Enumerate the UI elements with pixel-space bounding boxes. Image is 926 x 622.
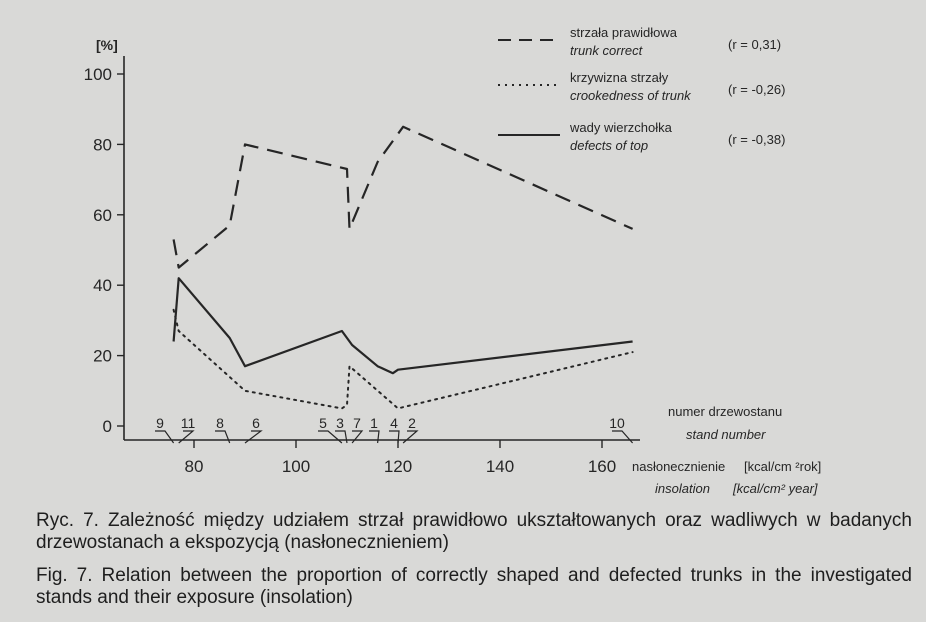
legend-label-en: crookedness of trunk: [570, 88, 691, 103]
x-axis-unit-en: [kcal/cm² year]: [733, 481, 818, 496]
x-axis-label-pl: nasłonecznienie: [632, 459, 726, 474]
stand-number-label: 5: [319, 415, 327, 431]
legend-label-pl: strzała prawidłowa: [570, 25, 677, 40]
legend-label-en: defects of top: [570, 138, 649, 153]
legend-correlation: (r = 0,31): [728, 37, 782, 52]
y-tick-label: 40: [93, 276, 112, 296]
stand-axis-label-pl: numer drzewostanu: [668, 404, 783, 419]
y-tick-label: 60: [93, 205, 112, 225]
legend-label-pl: wady wierzchołka: [570, 120, 672, 135]
stand-axis-label-en: stand number: [686, 427, 766, 442]
stand-number-label: 7: [353, 415, 361, 431]
y-axis-label: [%]: [96, 37, 118, 53]
stand-marker: [318, 431, 342, 443]
x-axis-label-en: insolation: [655, 481, 710, 496]
x-tick-label: 140: [485, 457, 515, 476]
stand-number-label: 11: [180, 415, 196, 431]
stand-number-label: 2: [408, 415, 416, 431]
x-tick-label: 160: [587, 457, 617, 476]
y-tick-label: 80: [93, 135, 112, 155]
stand-marker: [612, 431, 633, 443]
legend-label-pl: krzywizna strzały: [570, 70, 669, 85]
series-line-trunk-correct: [174, 127, 633, 268]
x-tick-label: 80: [184, 457, 204, 476]
y-tick-label: 0: [102, 417, 112, 436]
stand-marker: [215, 431, 230, 443]
y-tick-label: 100: [83, 65, 112, 84]
stand-number-label: 9: [156, 415, 164, 431]
figure-caption-english: Fig. 7. Relation between the proportion of correctly shaped and defected trunks in the investigated stands and their exposure (insolation): [36, 565, 912, 608]
stand-number-label: 6: [252, 415, 260, 431]
y-tick-label: 20: [93, 346, 112, 366]
stand-marker: [369, 431, 379, 443]
stand-number-label: 1: [370, 415, 378, 431]
figure-caption-polish: Ryc. 7. Zależność między udziałem strzał prawidłowo ukształtowanych oraz wadliwych w badanych drzewostanach a ekspozycją (nasłonecznieniem): [36, 510, 912, 553]
stand-number-label: 8: [216, 415, 224, 431]
stand-number-label: 3: [336, 415, 344, 431]
legend-correlation: (r = -0,38): [728, 132, 786, 147]
stand-marker: [179, 431, 193, 443]
stand-number-label: 4: [390, 415, 398, 431]
legend-label-en: trunk correct: [570, 43, 643, 58]
stand-marker: [403, 431, 417, 443]
stand-marker: [155, 431, 174, 443]
series-line-crookedness-of-trunk: [174, 310, 633, 409]
legend-correlation: (r = -0,26): [728, 82, 786, 97]
series-line-defects-of-top: [174, 278, 633, 373]
stand-marker: [352, 431, 362, 443]
x-axis-unit-pl: [kcal/cm ²rok]: [744, 459, 822, 474]
x-tick-label: 100: [281, 457, 311, 476]
stand-number-label: 10: [609, 415, 625, 431]
stand-marker: [335, 431, 347, 443]
x-tick-label: 120: [383, 457, 413, 476]
stand-marker: [245, 431, 261, 443]
